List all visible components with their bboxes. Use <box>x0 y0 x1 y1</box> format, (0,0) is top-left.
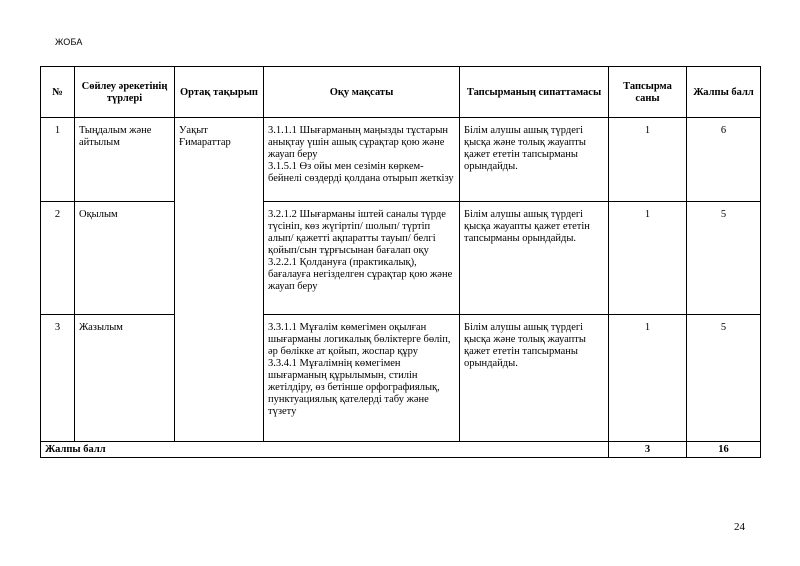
task-count-cell: 1 <box>609 202 687 315</box>
objective-item: 3.3.4.1 Мұғалімнің көмегімен шығарманың құрылымын, стилін жетілдіру, өз бетінше орфографиялық, пунктуациялық қателерді табу және түзету <box>268 358 440 417</box>
header-label: ЖОБА <box>55 37 83 47</box>
objective-item: 3.2.1.2 Шығарманы іштей саналы түрде түсініп, көз жүгіртіп/ шолып/ түртіп алып/ қажетті ақпаратты тауып/ белгі қойып/сын тұрғысынан бағалап оқу <box>268 209 446 256</box>
table-row <box>41 315 761 442</box>
task-count-cell: 1 <box>609 118 687 202</box>
row-number: 1 <box>41 118 75 202</box>
column-header-task-count: Тапсырма саны <box>609 67 687 118</box>
objective-cell <box>264 118 460 202</box>
row-number: 2 <box>41 202 75 315</box>
score-cell: 6 <box>687 118 761 202</box>
table-header-row <box>41 67 761 118</box>
column-header-common-topic: Ортақ тақырып <box>175 67 264 118</box>
objective-cell <box>264 202 460 315</box>
total-row <box>41 442 761 458</box>
assessment-table <box>40 66 761 458</box>
objective-item: 3.3.1.1 Мұғалім көмегімен оқылған шығарманы логикалық бөліктерге бөліп, әр бөлікке ат қойып, жоспар құру <box>268 322 451 357</box>
table-row <box>41 202 761 315</box>
objective-item: 3.1.1.1 Шығарманың маңызды тұстарын анықтау үшін ашық сұрақтар қою және жауап беру <box>268 125 449 160</box>
objective-item: 3.2.2.1 Қолдануға (практикалық), бағалауға негізделген сұрақтар қою және жауап беру <box>268 257 453 292</box>
column-header-description: Тапсырманың сипаттамасы <box>460 67 609 118</box>
objective-item: 3.1.5.1 Өз ойы мен сезімін көркем-бейнелі сөздерді қолдана отырып жеткізу <box>268 161 454 184</box>
row-number: 3 <box>41 315 75 442</box>
column-header-score: Жалпы балл <box>687 67 761 118</box>
column-header-objective: Оқу мақсаты <box>264 67 460 118</box>
column-header-activity: Сөйлеу әрекетінің түрлері <box>75 67 175 118</box>
description-cell: Білім алушы ашық түрдегі қысқа және толық жауапты қажет ететін тапсырманы орындайды. <box>460 118 609 202</box>
objective-cell <box>264 315 460 442</box>
common-topic-cell: Уақыт Ғимараттар <box>175 118 264 442</box>
activity-cell: Жазылым <box>75 315 175 442</box>
total-task-count: 3 <box>609 442 687 458</box>
page-number: 24 <box>734 521 745 533</box>
column-header-number: № <box>41 67 75 118</box>
total-score: 16 <box>687 442 761 458</box>
activity-cell: Оқылым <box>75 202 175 315</box>
score-cell: 5 <box>687 202 761 315</box>
activity-cell: Тыңдалым және айтылым <box>75 118 175 202</box>
table-row <box>41 118 761 202</box>
total-label: Жалпы балл <box>41 442 609 458</box>
task-count-cell: 1 <box>609 315 687 442</box>
description-cell: Білім алушы ашық түрдегі қысқа және толық жауапты қажет ететін тапсырманы орындайды. <box>460 315 609 442</box>
description-cell: Білім алушы ашық түрдегі қысқа жауапты қажет ететін тапсырманы орындайды. <box>460 202 609 315</box>
score-cell: 5 <box>687 315 761 442</box>
